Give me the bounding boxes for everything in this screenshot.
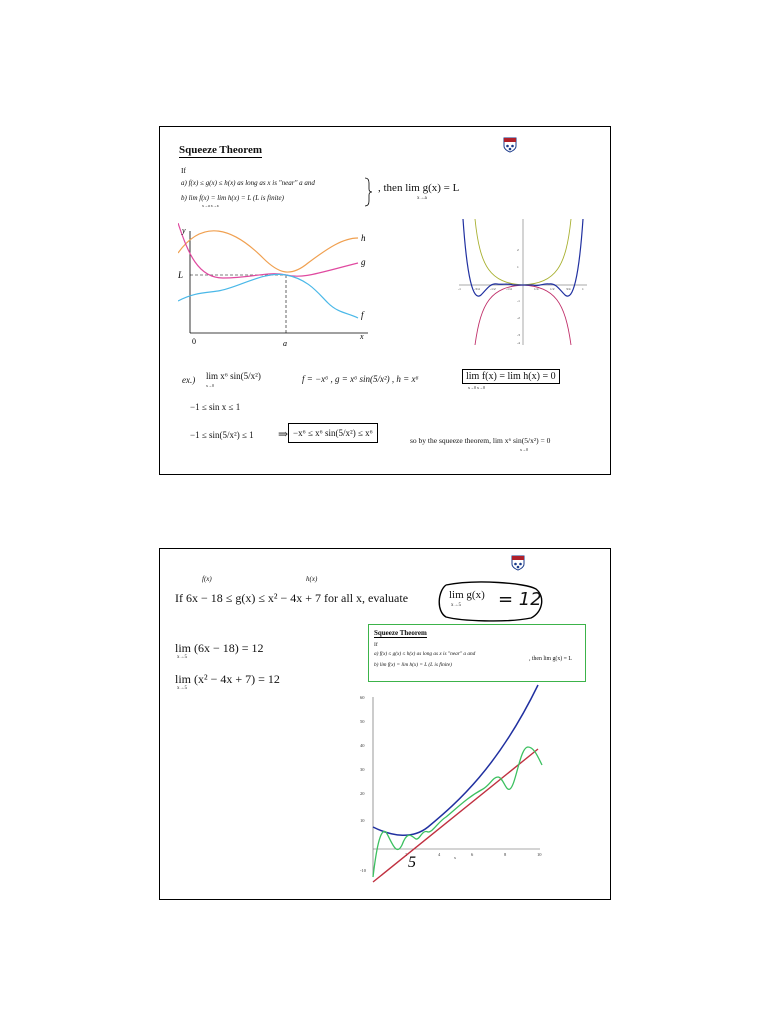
question-text: If 6x − 18 ≤ g(x) ≤ x² − 4x + 7 for all x, evaluate bbox=[175, 591, 409, 605]
squeeze-theorem-inset bbox=[368, 624, 586, 682]
right-graph-y-tick: -3 bbox=[517, 333, 520, 337]
right-graph-x-tick: -1/4 bbox=[506, 287, 512, 291]
condition-a: a) f(x) ≤ g(x) ≤ h(x) as long as x is "near" a and bbox=[181, 179, 315, 187]
inset-condition-a: a) f(x) ≤ g(x) ≤ h(x) as long as x is "near" a and bbox=[374, 651, 476, 657]
right-brace-icon bbox=[364, 177, 372, 207]
handwritten-answer: = 12 bbox=[498, 589, 542, 610]
right-graph-y-tick: 2 bbox=[517, 248, 519, 252]
inset-condition-b: b) lim f(x) = lim h(x) = L (L is finite) bbox=[374, 662, 452, 668]
graph-y-tick: 30 bbox=[360, 767, 365, 772]
lower-limit-subscript: x→5 bbox=[177, 655, 187, 660]
upper-limit-subscript: x→5 bbox=[177, 686, 187, 691]
right-graph-x-tick: -3/4 bbox=[474, 287, 480, 291]
if-label: If bbox=[181, 166, 186, 175]
graph-y-tick: 10 bbox=[360, 818, 365, 823]
slide-2 bbox=[159, 548, 611, 900]
lower-limit: lim (6x − 18) = 12 bbox=[175, 641, 264, 655]
implies-arrow: ⇒ bbox=[278, 427, 289, 441]
h-annotation: h(x) bbox=[306, 575, 318, 583]
upper-bound-curve bbox=[373, 685, 538, 835]
squeeze-functions: f = −x⁶ , g = x⁶ sin(5/x²) , h = x⁶ bbox=[302, 374, 419, 384]
upper-limit: lim (x² − 4x + 7) = 12 bbox=[175, 672, 280, 686]
inset-title: Squeeze Theorem bbox=[374, 629, 427, 637]
sine-bound-substituted: −1 ≤ sin(5/x²) ≤ 1 bbox=[190, 430, 254, 440]
condition-b: b) lim f(x) = lim h(x) = L (L is finite) bbox=[181, 194, 284, 202]
slide-title: Squeeze Theorem bbox=[179, 144, 262, 156]
university-crest-icon bbox=[510, 555, 526, 571]
graph-x-tick: 6 bbox=[471, 852, 474, 857]
condition-b-subscript: x→a x→a bbox=[202, 203, 219, 208]
graph-y-tick: 40 bbox=[360, 743, 365, 748]
limits-box-subscript: x→0 x→0 bbox=[468, 385, 485, 390]
limits-box: lim f(x) = lim h(x) = 0 bbox=[462, 369, 560, 384]
example-expression: lim x⁶ sin(5/x²) bbox=[206, 371, 261, 381]
squeeze-illustration-graph bbox=[178, 223, 373, 348]
graph-y-tick: 20 bbox=[360, 791, 365, 796]
curve-f bbox=[178, 274, 358, 318]
graph-x-tick: 10 bbox=[537, 852, 542, 857]
right-graph-y-tick: -1 bbox=[517, 299, 520, 303]
theorem-conclusion: , then lim g(x) = L bbox=[378, 182, 460, 194]
right-graph-x-tick: -1 bbox=[458, 287, 461, 291]
right-graph-y-tick: 1 bbox=[517, 265, 519, 269]
f-label: f bbox=[361, 310, 364, 320]
curve-g bbox=[178, 223, 358, 278]
origin-label: 0 bbox=[192, 337, 196, 346]
curve-h bbox=[178, 231, 358, 272]
squeeze-inequality-box: −x⁶ ≤ x⁶ sin(5/x²) ≤ x⁶ bbox=[288, 423, 378, 443]
slide-1 bbox=[159, 126, 611, 475]
question-limit: lim g(x) bbox=[449, 589, 485, 601]
sine-bound: −1 ≤ sin x ≤ 1 bbox=[190, 402, 241, 412]
theorem-conclusion-subscript: x→a bbox=[417, 196, 427, 201]
right-graph-x-tick: 1 bbox=[582, 287, 584, 291]
graph-y-tick: 50 bbox=[360, 719, 365, 724]
example-label: ex.) bbox=[182, 375, 196, 385]
graph-x-tick: 8 bbox=[504, 852, 507, 857]
L-label: L bbox=[178, 270, 184, 280]
right-graph-x-tick: 1/4 bbox=[534, 287, 539, 291]
x6-sin-graph bbox=[455, 217, 590, 347]
inset-conclusion: , then lim g(x) = L bbox=[529, 656, 572, 662]
lower-bound-curve bbox=[373, 749, 538, 882]
right-graph-x-tick: 1/2 bbox=[550, 287, 555, 291]
x-axis-label: x bbox=[360, 332, 364, 341]
right-graph-x-tick: -1/2 bbox=[490, 287, 496, 291]
question-subscript: x→5 bbox=[451, 603, 461, 608]
right-graph-y-tick: -2 bbox=[517, 316, 520, 320]
graph-y-tick: -10 bbox=[360, 868, 366, 873]
graph-y-tick: 60 bbox=[360, 695, 365, 700]
y-axis-label: y bbox=[182, 226, 186, 235]
f-annotation: f(x) bbox=[202, 575, 212, 583]
squeeze-conclusion: so by the squeeze theorem, lim x⁶ sin(5/x²) = 0 bbox=[410, 436, 551, 445]
graph-x-tick: 2 bbox=[405, 852, 408, 857]
graph-x-axis-label: x bbox=[454, 855, 456, 860]
squeeze-example-graph bbox=[358, 677, 558, 889]
right-graph-x-tick: 3/4 bbox=[566, 287, 571, 291]
right-graph-y-tick: -4 bbox=[517, 341, 520, 345]
inset-if: If bbox=[374, 642, 378, 648]
handwritten-five: 5 bbox=[408, 854, 416, 871]
example-subscript: x→0 bbox=[206, 383, 214, 388]
squeeze-conclusion-subscript: x→0 bbox=[520, 447, 528, 452]
g-label: g bbox=[361, 257, 366, 267]
h-label: h bbox=[361, 233, 366, 243]
a-label: a bbox=[283, 339, 287, 348]
university-crest-icon bbox=[502, 137, 518, 153]
graph-x-tick: 4 bbox=[438, 852, 441, 857]
